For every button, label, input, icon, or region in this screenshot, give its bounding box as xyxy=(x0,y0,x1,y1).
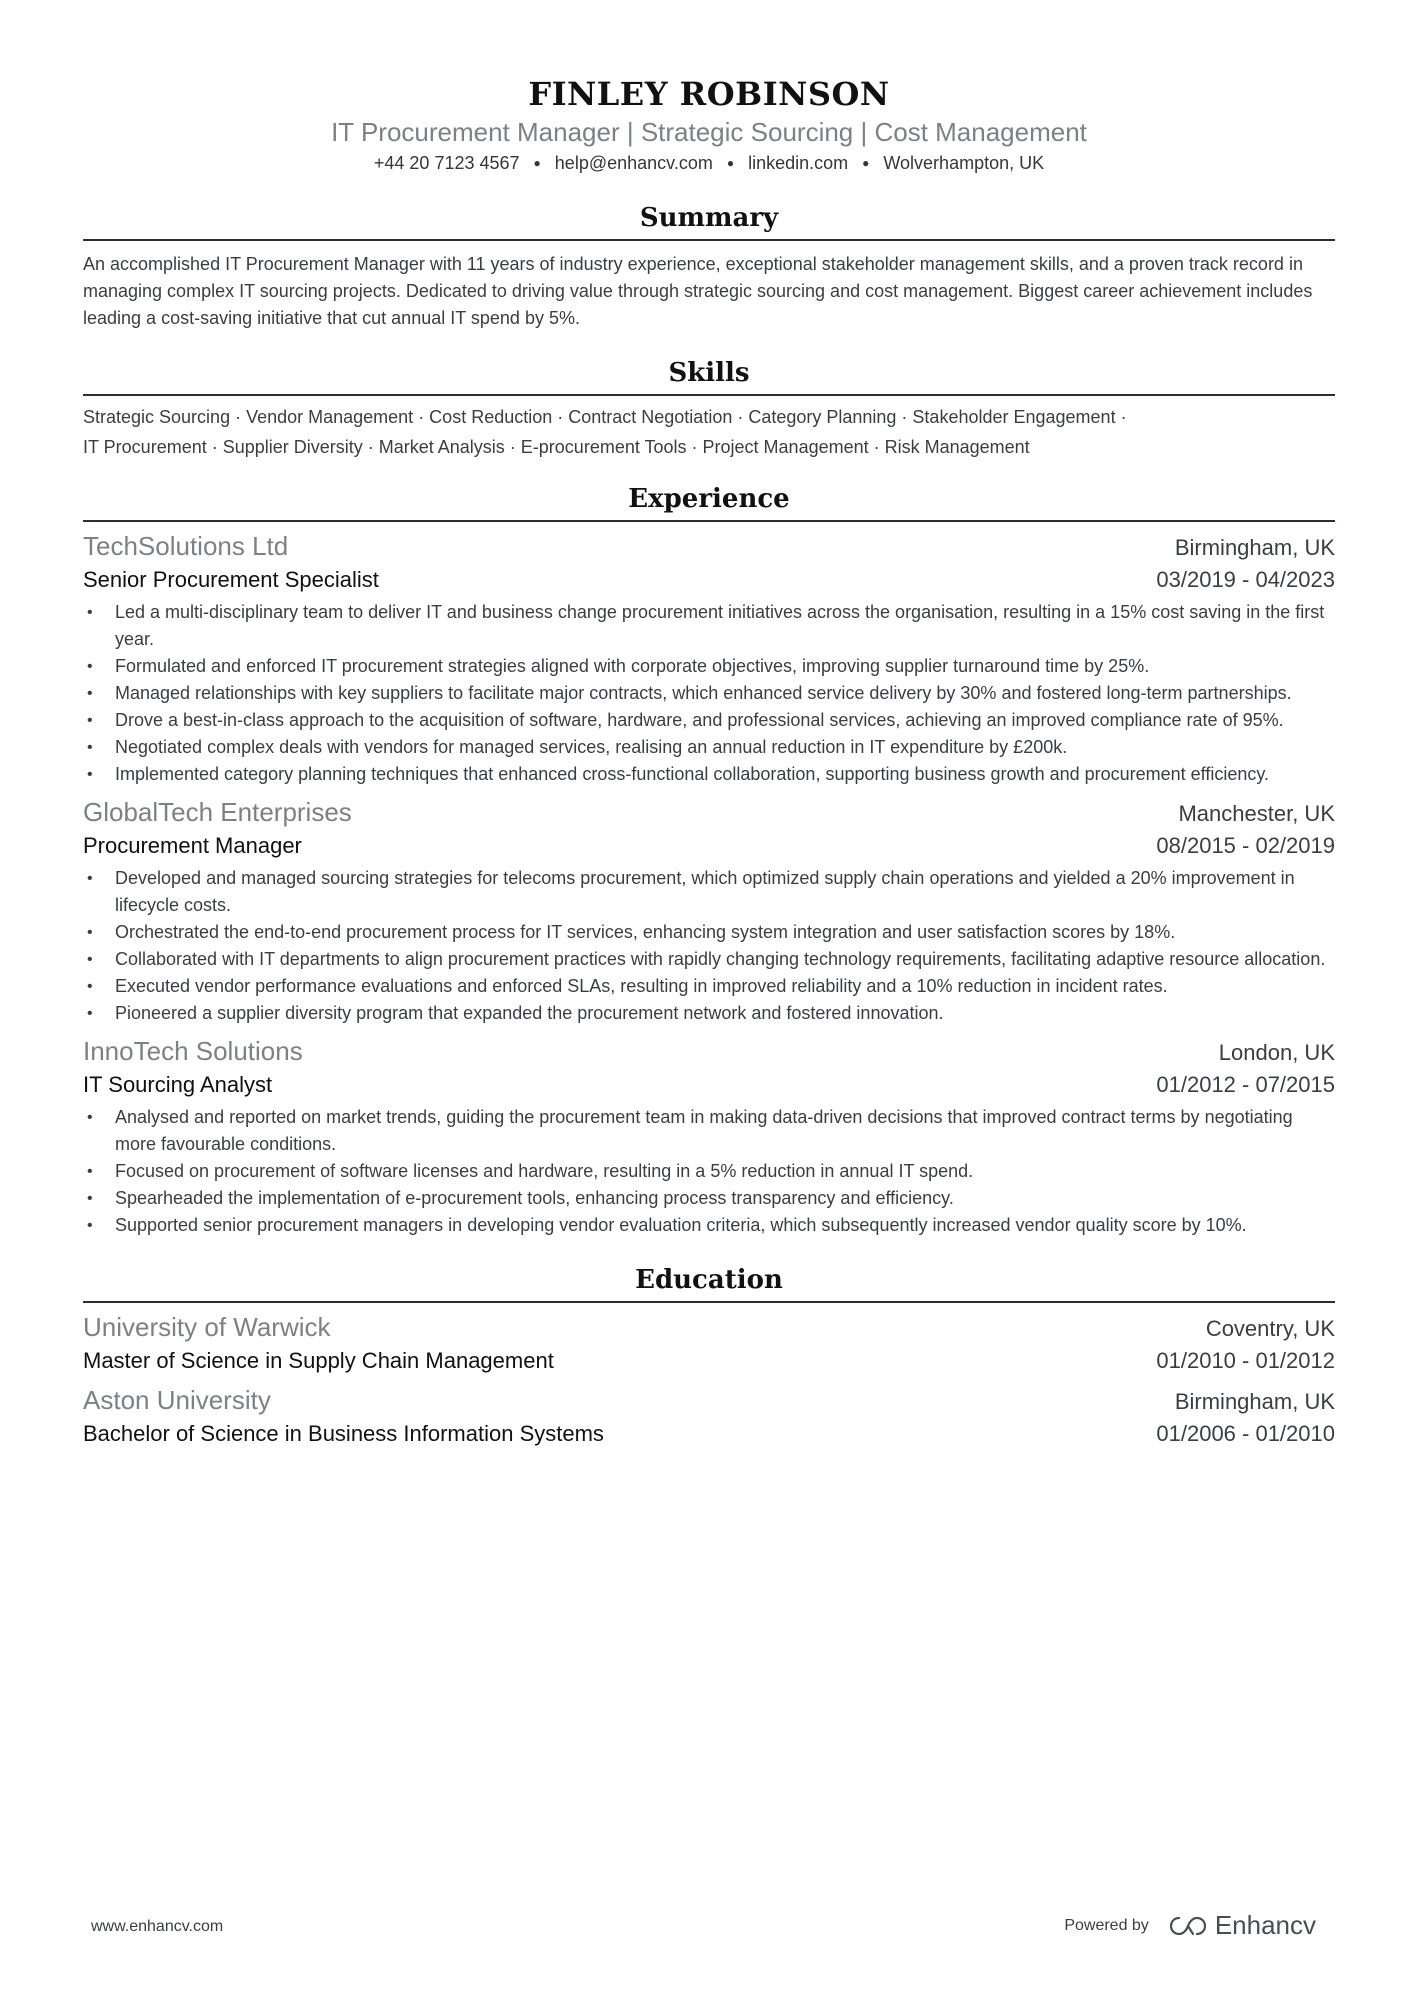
bullet-item: • Supported senior procurement managers in developing vendor evaluation criteria, which subsequently increased vendor quality score by 10%. xyxy=(83,1212,1335,1239)
skills-heading: Skills xyxy=(83,356,1335,396)
separator-dot-icon: ● xyxy=(533,156,541,170)
bullet-item: • Orchestrated the end-to-end procurement process for IT services, enhancing system integration and user satisfaction scores by 18%. xyxy=(83,919,1335,946)
education-dates: 01/2010 - 01/2012 xyxy=(1156,1348,1335,1373)
bullet-item: • Negotiated complex deals with vendors for managed services, realising an annual reduction in IT expenditure by £200k. xyxy=(83,734,1335,761)
entry-header-row xyxy=(83,1033,1335,1070)
contact-email[interactable]: help@enhancv.com xyxy=(554,153,713,173)
job-role: IT Sourcing Analyst xyxy=(83,1072,273,1097)
contact-phone: +44 20 7123 4567 xyxy=(373,153,520,173)
bullet-item: • Executed vendor performance evaluations and enforced SLAs, resulting in improved reliability and a 10% reduction in incident rates. xyxy=(83,973,1335,1000)
bullet-item: • Pioneered a supplier diversity program that expanded the procurement network and fostered innovation. xyxy=(83,1000,1335,1027)
job-role: Senior Procurement Specialist xyxy=(83,567,379,592)
job-bullets xyxy=(83,599,1335,788)
school-location: Birmingham, UK xyxy=(1174,1389,1335,1414)
school-name: Aston University xyxy=(83,1385,271,1415)
entry-header-row xyxy=(83,1382,1335,1419)
summary-heading: Summary xyxy=(83,201,1335,241)
bullet-item: • Spearheaded the implementation of e-procurement tools, enhancing process transparency and efficiency. xyxy=(83,1185,1335,1212)
resume-page xyxy=(83,0,1335,1449)
enhancv-logo[interactable] xyxy=(1169,1910,1316,1941)
resume-header xyxy=(83,0,1335,176)
powered-by-label: Powered by xyxy=(1064,1916,1149,1934)
job-location: Birmingham, UK xyxy=(1174,535,1335,560)
contact-location: Wolverhampton, UK xyxy=(883,153,1045,173)
experience-list xyxy=(83,528,1335,1239)
job-role: Procurement Manager xyxy=(83,833,302,858)
education-heading: Education xyxy=(83,1263,1335,1303)
bullet-item: • Managed relationships with key suppliers to facilitate major contracts, which enhanced service delivery by 30% and fostered long-term partnerships. xyxy=(83,680,1335,707)
job-dates: 08/2015 - 02/2019 xyxy=(1156,833,1335,858)
job-location: London, UK xyxy=(1218,1040,1335,1065)
entry-header-row xyxy=(83,1309,1335,1346)
entry-degree-row xyxy=(83,1419,1335,1449)
candidate-title: IT Procurement Manager | Strategic Sourcing | Cost Management xyxy=(331,117,1087,147)
education-dates: 01/2006 - 01/2010 xyxy=(1156,1421,1335,1446)
entry-header-row xyxy=(83,794,1335,831)
job-bullets xyxy=(83,1104,1335,1239)
experience-heading: Experience xyxy=(83,482,1335,522)
enhancv-logo-icon xyxy=(1169,1915,1207,1937)
experience-entry xyxy=(83,794,1335,1027)
bullet-item: • Drove a best-in-class approach to the acquisition of software, hardware, and professional services, achieving an improved compliance rate of 95%. xyxy=(83,707,1335,734)
company-name: GlobalTech Enterprises xyxy=(83,797,352,827)
experience-entry xyxy=(83,1033,1335,1239)
school-name: University of Warwick xyxy=(83,1312,331,1342)
education-entry xyxy=(83,1309,1335,1376)
bullet-item: • Led a multi-disciplinary team to deliver IT and business change procurement initiatives across the organisation, resulting in a 15% cost saving in the first year. xyxy=(83,599,1335,653)
contact-linkedin[interactable]: linkedin.com xyxy=(748,153,849,173)
experience-entry xyxy=(83,528,1335,788)
job-dates: 01/2012 - 07/2015 xyxy=(1156,1072,1335,1097)
skills-line: Strategic Sourcing · Vendor Management · Cost Reduction · Contract Negotiation · Category Planning · Stakeholder Engagement · xyxy=(83,407,1127,427)
skills-section xyxy=(83,356,1335,462)
entry-degree-row xyxy=(83,1346,1335,1376)
bullet-item: • Implemented category planning techniques that enhanced cross-functional collaboration, supporting business growth and procurement efficiency. xyxy=(83,761,1335,788)
bullet-item: • Analysed and reported on market trends, guiding the procurement team in making data-driven decisions that improved contract terms by negotiating more favourable conditions. xyxy=(83,1104,1335,1158)
bullet-item: • Formulated and enforced IT procurement strategies aligned with corporate objectives, improving supplier turnaround time by 25%. xyxy=(83,653,1335,680)
separator-dot-icon: ● xyxy=(726,156,735,170)
company-name: InnoTech Solutions xyxy=(83,1036,303,1066)
footer-branding xyxy=(1064,1910,1316,1941)
job-location: Manchester, UK xyxy=(1178,801,1335,826)
bullet-item: • Focused on procurement of software licenses and hardware, resulting in a 5% reduction in annual IT spend. xyxy=(83,1158,1335,1185)
entry-header-row xyxy=(83,528,1335,565)
skills-line: IT Procurement · Supplier Diversity · Market Analysis · E-procurement Tools · Project Management · Risk Management xyxy=(83,437,1030,457)
contact-line xyxy=(83,150,1335,176)
job-bullets xyxy=(83,865,1335,1027)
education-entry xyxy=(83,1382,1335,1449)
summary-text: An accomplished IT Procurement Manager with 11 years of industry experience, exceptional stakeholder management skills, and a proven track record in managing complex IT sourcing projects. Dedicated to driving value through strategic sourcing and cost management. Biggest career achievement includes leading a cost-saving initiative that cut annual IT spend by 5%. xyxy=(83,254,1313,328)
skills-list xyxy=(83,402,1335,462)
school-location: Coventry, UK xyxy=(1205,1316,1335,1341)
education-section xyxy=(83,1263,1335,1449)
experience-section xyxy=(83,482,1335,1239)
summary-section xyxy=(83,201,1335,332)
degree-name: Master of Science in Supply Chain Management xyxy=(83,1348,554,1373)
education-list xyxy=(83,1309,1335,1449)
company-name: TechSolutions Ltd xyxy=(83,531,289,561)
footer-site[interactable]: www.enhancv.com xyxy=(91,1918,224,1935)
degree-name: Bachelor of Science in Business Information Systems xyxy=(83,1421,604,1446)
entry-role-row xyxy=(83,1070,1335,1100)
enhancv-brand-text: Enhancv xyxy=(1214,1910,1316,1940)
separator-dot-icon: ● xyxy=(862,156,870,170)
bullet-item: • Collaborated with IT departments to align procurement practices with rapidly changing technology requirements, facilitating adaptive resource allocation. xyxy=(83,946,1335,973)
candidate-name: FINLEY ROBINSON xyxy=(528,75,890,113)
bullet-item: • Developed and managed sourcing strategies for telecoms procurement, which optimized supply chain operations and yielded a 20% improvement in lifecycle costs. xyxy=(83,865,1335,919)
job-dates: 03/2019 - 04/2023 xyxy=(1156,567,1335,592)
entry-role-row xyxy=(83,831,1335,861)
entry-role-row xyxy=(83,565,1335,595)
